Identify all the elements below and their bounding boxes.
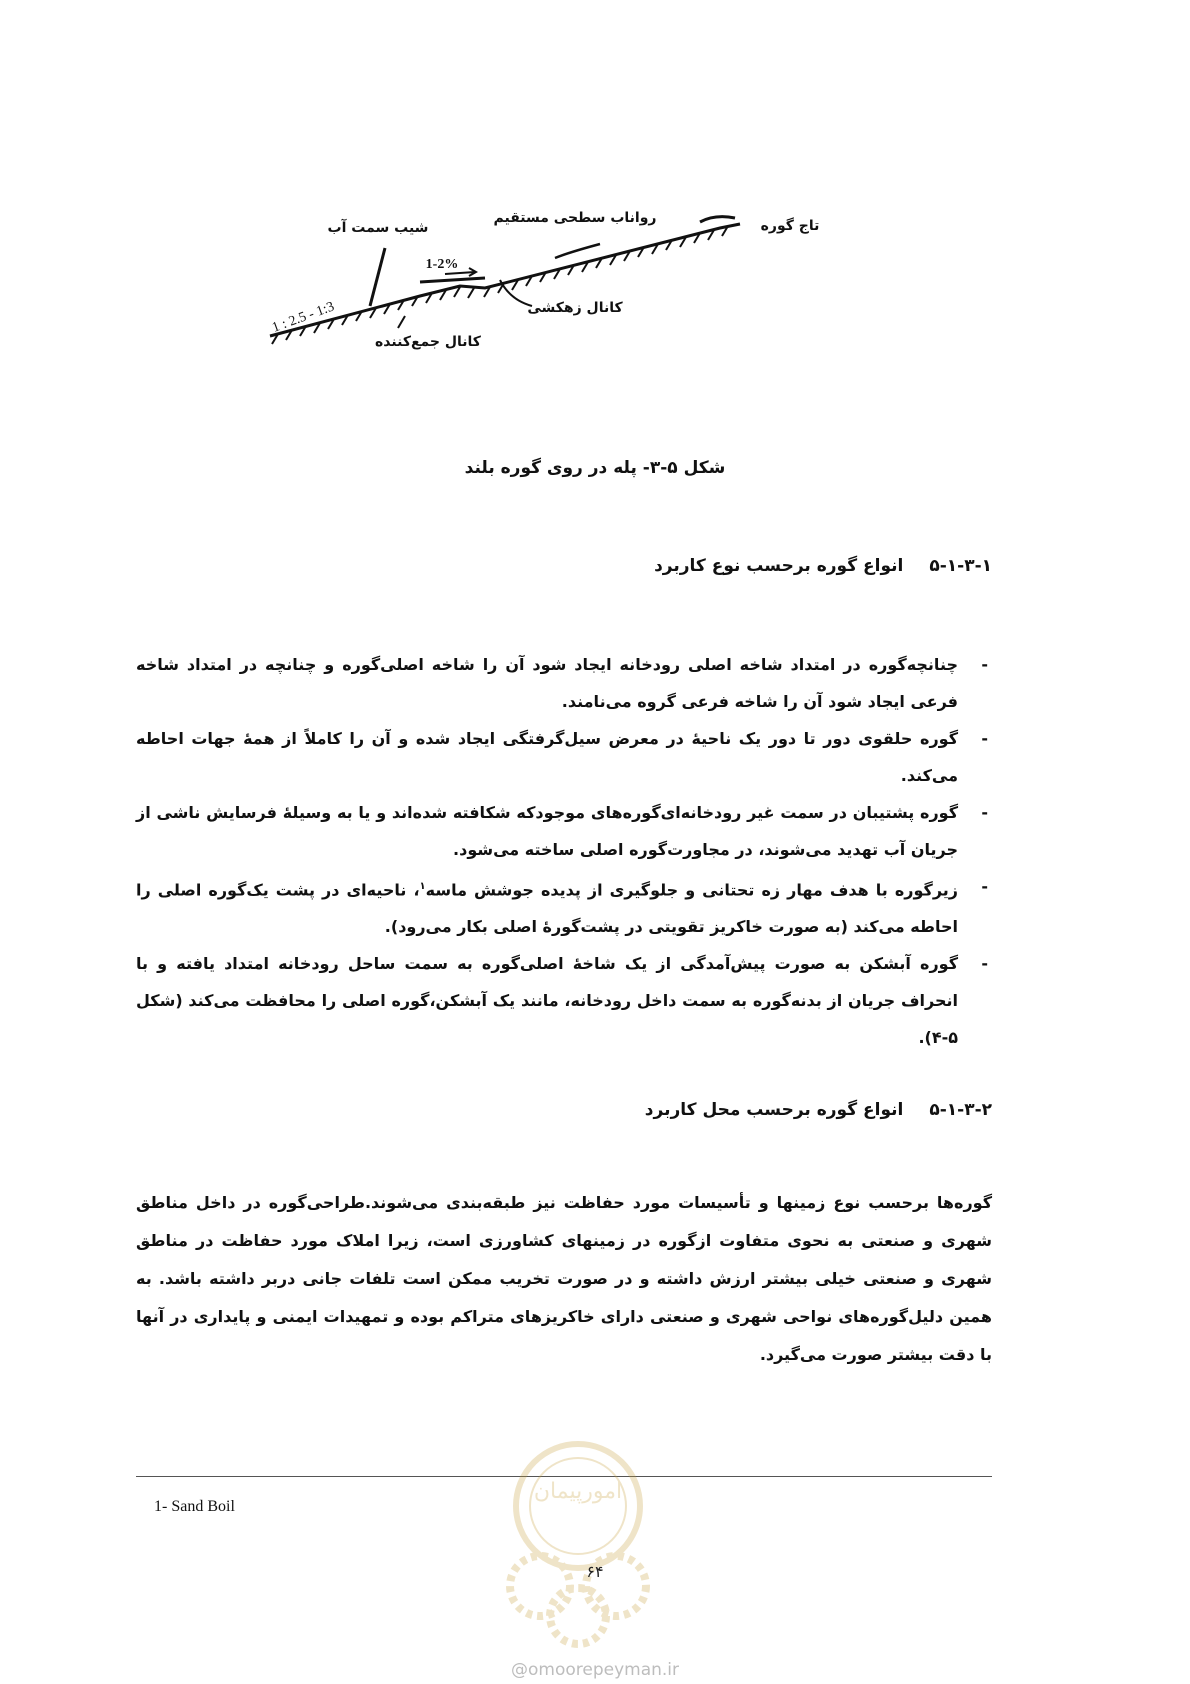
list-item-text: گوره آبشکن به صورت پیش‌آمدگی از یک شاخهٔ اصلی‌گوره به سمت ساحل رودخانه امتداد یافته و با انحراف جریان از بدنه‌گوره به سمت داخل رودخانه، مانند یک آبشکن،‌گوره اصلی را محافظت می‌کند (شکل ۵-۴).: [136, 954, 958, 1048]
seal-text: امورپیمان: [533, 1479, 623, 1504]
footnote: 1- Sand Boil: [154, 1498, 235, 1515]
label-crest: تاج گوره: [760, 218, 820, 234]
bullet-dash: -: [981, 954, 988, 974]
section-number: ۵-۱-۳-۱: [929, 556, 992, 576]
list-item-text: گوره پشتیبان در سمت غیر رودخانه‌ای‌گوره‌های موجودکه شکافته شده‌اند و یا به وسیلهٔ فرسایش ناشی از جریان آب تهدید می‌شوند، در مجاورت‌گوره اصلی ساخته می‌شود.: [136, 803, 958, 859]
collector-pointer: [398, 316, 405, 328]
label-drainage-channel: کانال زهکشی: [527, 300, 623, 316]
bench-surface: [420, 278, 485, 282]
bullet-dash: -: [981, 655, 988, 674]
figure-caption: شکل ۵-۳- پله در روی گوره بلند: [464, 458, 726, 478]
list-item-text: گوره حلقوی دور تا دور یک ناحیهٔ در معرض سیل‌گرفتگی ایجاد شده و آن را کاملاً از همهٔ جهات احاطه می‌کند.: [136, 729, 958, 785]
section-heading-location-type: [645, 1100, 992, 1120]
bullet-dash: -: [981, 877, 988, 896]
section-heading-usage-type: [654, 556, 992, 576]
label-water-slope: شیب سمت آب: [327, 220, 429, 236]
body-paragraph: گوره‌ها برحسب نوع زمینها و تأسیسات مورد حفاظت نیز طبقه‌بندی می‌شوند.طراحی‌گوره در داخل مناطق شهری و صنعتی به نحوی متفاوت ازگوره در زمینهای کشاورزی است، زیرا املاک مورد حفاظت در مناطق شهری و صنعتی خیلی بیشتر ارزش داشته و در صورت تخریب ممکن است تلفات جانی دربر داشته باشد. به همین دلیل‌گوره‌های نواحی شهری و صنعتی دارای خاکریزهای متراکم بوده و تمهیدات ایمنی و پایداری در آنها با دقت بیشتر صورت می‌گیرد.: [136, 1193, 992, 1364]
levee-slope-line: [270, 224, 740, 336]
label-side-slope: 1 : 2.5 - 1:3: [270, 299, 337, 336]
label-collector-channel: کانال جمع‌کننده: [375, 334, 481, 350]
publisher-seal-logo: [488, 1436, 668, 1654]
figure-levee-bench: [270, 210, 870, 400]
label-slope-percent: 1-2%: [425, 257, 459, 272]
page-number: ۶۴: [586, 1562, 604, 1581]
levee-diagram: [270, 210, 870, 400]
section-title: انواع گوره برحسب محل کاربرد: [644, 1100, 904, 1120]
list-item: [136, 646, 992, 720]
list-item: [136, 945, 992, 1056]
list-item: [136, 868, 992, 945]
list-item-text: ، ناحیه‌ای در پشت یک‌گوره اصلی را احاطه می‌کند (به صورت خاکریز تقویتی در پشت‌گورهٔ اصلی بکار می‌رود).: [136, 880, 958, 937]
list-item-text: چنانچه‌گوره در امتداد شاخه اصلی رودخانه ایجاد شود آن را شاخه اصلی‌گوره و چنانچه در امتداد شاخه فرعی ایجاد شود آن را شاخه فرعی گروه می‌نامند.: [136, 655, 958, 711]
crest-mark: [700, 217, 735, 222]
section-title: انواع گوره برحسب نوع کاربرد: [654, 556, 904, 576]
label-runoff: رواناب سطحی مستقیم: [493, 210, 657, 226]
list-item-text: زیرگوره با هدف مهار زه تحتانی و جلوگیری از پدیده جوشش ماسه: [425, 880, 958, 900]
section-number: ۵-۱-۳-۲: [929, 1100, 992, 1120]
bullet-dash: -: [981, 729, 988, 748]
list-item: [136, 720, 992, 794]
list-item: [136, 794, 992, 868]
site-watermark: @omoorepeyman.ir: [510, 1660, 680, 1680]
water-slope-pointer: [370, 248, 385, 306]
footnote-ref[interactable]: ۱: [419, 881, 426, 892]
levee-types-list: [136, 646, 992, 1056]
bullet-dash: -: [981, 803, 988, 822]
runoff-arrow: [555, 244, 600, 258]
